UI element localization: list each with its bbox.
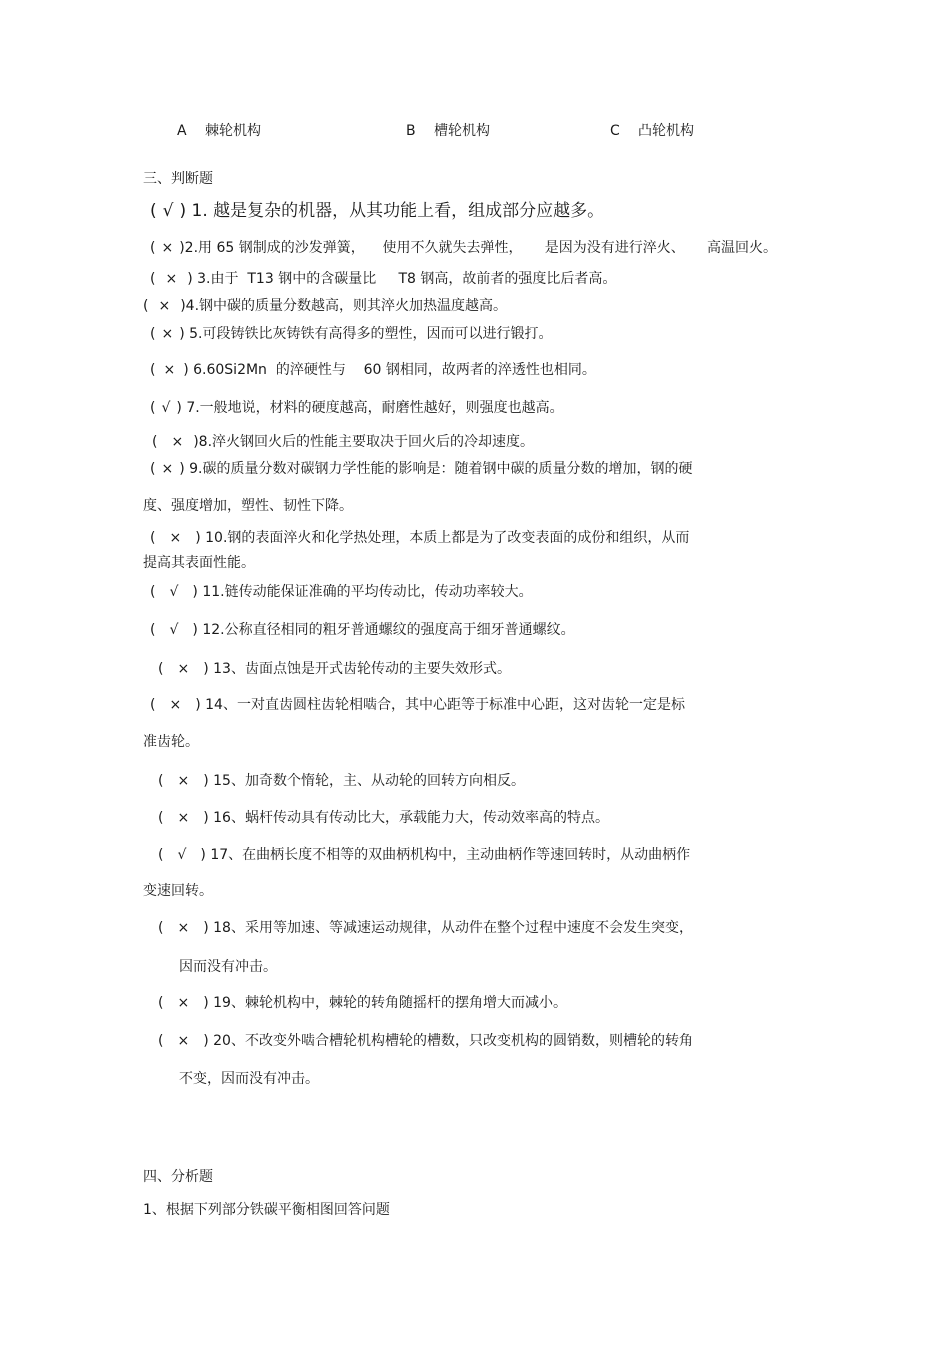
list-item: ( × ) 3.由于 T13 钢中的含碳量比 T8 钢高，故前者的强度比后者高。	[150, 271, 617, 287]
item-text: 20、不改变外啮合槽轮机构槽轮的槽数，只改变机构的圆销数，则槽轮的转角	[213, 1033, 693, 1049]
item-text: 11.链传动能保证准确的平均传动比，传动功率较大。	[202, 584, 533, 600]
list-item: ( √ ) 7.一般地说，材料的硬度越高，耐磨性越好，则强度也越高。	[150, 400, 564, 416]
option-a-text: 棘轮机构	[205, 123, 261, 139]
answer-mark: ×	[161, 240, 174, 256]
list-item: ( × ) 16、蜗杆传动具有传动比大，承载能力大，传动效率高的特点。	[158, 810, 609, 826]
answer-mark: √	[177, 847, 187, 863]
item-text: 4.钢中碳的质量分数越高，则其淬火加热温度越高。	[185, 298, 508, 314]
answer-mark: ×	[177, 1033, 190, 1049]
item-text: 16、蜗杆传动具有传动比大，承载能力大，传动效率高的特点。	[213, 810, 609, 826]
answer-mark: ×	[169, 697, 182, 713]
item-text: 14、一对直齿圆柱齿轮相啮合，其中心距等于标准中心距，这对齿轮一定是标	[205, 697, 685, 713]
question-1: 1、根据下列部分铁碳平衡相图回答问题	[143, 1202, 390, 1218]
list-item: ( √ ) 17、在曲柄长度不相等的双曲柄机构中，主动曲柄作等速回转时，从动曲柄作	[158, 847, 691, 863]
item-text: 17、在曲柄长度不相等的双曲柄机构中，主动曲柄作等速回转时，从动曲柄作	[210, 847, 691, 863]
option-c-text: 凸轮机构	[638, 123, 694, 139]
item-text: 19、棘轮机构中，棘轮的转角随摇杆的摆角增大而减小。	[213, 995, 567, 1011]
section-title-analysis: 四、分析题	[143, 1169, 213, 1185]
item-text: 13、齿面点蚀是开式齿轮传动的主要失效形式。	[213, 661, 511, 677]
list-item: ( × ) 13、齿面点蚀是开式齿轮传动的主要失效形式。	[158, 661, 511, 677]
answer-mark: √	[161, 400, 171, 416]
option-b-text: 槽轮机构	[434, 123, 490, 139]
answer-mark: ×	[158, 298, 171, 314]
list-item: ( × )4.钢中碳的质量分数越高，则其淬火加热温度越高。	[143, 298, 508, 314]
answer-mark: ×	[163, 362, 176, 378]
item-text: 10.钢的表面淬火和化学热处理，本质上都是为了改变表面的成份和组织，从而	[205, 530, 690, 546]
list-item: ( √ ) 11.链传动能保证准确的平均传动比，传动功率较大。	[150, 584, 533, 600]
list-item: ( × ) 18、采用等加速、等减速运动规律，从动件在整个过程中速度不会发生突变，	[158, 920, 693, 936]
answer-mark: √	[162, 201, 174, 221]
item-continuation: 准齿轮。	[143, 734, 199, 750]
item-text: 5.可段铸铁比灰铸铁有高得多的塑性，因而可以进行锻打。	[189, 326, 553, 342]
item-text: 15、加奇数个惰轮，主、从动轮的回转方向相反。	[213, 773, 525, 789]
option-c-letter: C	[610, 123, 620, 139]
list-item: ( √ ) 12.公称直径相同的粗牙普通螺纹的强度高于细牙普通螺纹。	[150, 622, 575, 638]
item-text: 1. 越是复杂的机器，从其功能上看，组成部分应越多。	[191, 201, 605, 221]
answer-mark: ×	[177, 920, 190, 936]
answer-mark: ×	[161, 461, 174, 477]
item-text: 12.公称直径相同的粗牙普通螺纹的强度高于细牙普通螺纹。	[202, 622, 575, 638]
item-text: )8.淬火钢回火后的性能主要取决于回火后的冷却速度。	[193, 434, 535, 450]
item-text: 6.60Si2Mn 的淬硬性与 60 钢相同，故两者的淬透性也相同。	[193, 362, 596, 378]
answer-mark: ×	[171, 434, 184, 450]
item-continuation: 度、强度增加，塑性、韧性下降。	[143, 498, 353, 514]
list-item: ( × ) 15、加奇数个惰轮，主、从动轮的回转方向相反。	[158, 773, 525, 789]
list-item: ( × ) 19、棘轮机构中，棘轮的转角随摇杆的摆角增大而减小。	[158, 995, 567, 1011]
item-text: 2.用 65 钢制成的沙发弹簧， 使用不久就失去弹性， 是因为没有进行淬火、 高温回火。	[184, 240, 778, 256]
answer-mark: √	[169, 584, 179, 600]
list-item: ( × )2.用 65 钢制成的沙发弹簧， 使用不久就失去弹性， 是因为没有进行淬火、 高温回火。	[150, 240, 778, 256]
list-item: ( × ) 6.60Si2Mn 的淬硬性与 60 钢相同，故两者的淬透性也相同。	[150, 362, 596, 378]
list-item: ( √ ) 1. 越是复杂的机器，从其功能上看，组成部分应越多。	[150, 201, 605, 221]
item-text: 18、采用等加速、等减速运动规律，从动件在整个过程中速度不会发生突变，	[213, 920, 693, 936]
answer-mark: √	[169, 622, 179, 638]
answer-mark: ×	[161, 326, 174, 342]
item-text: 3.由于 T13 钢中的含碳量比 T8 钢高，故前者的强度比后者高。	[197, 271, 617, 287]
list-item: ( × ) 14、一对直齿圆柱齿轮相啮合，其中心距等于标准中心距，这对齿轮一定是标	[150, 697, 685, 713]
answer-mark: ×	[177, 995, 190, 1011]
list-item: ( × ) 9.碳的质量分数对碳钢力学性能的影响是：随着钢中碳的质量分数的增加，钢的硬	[150, 461, 693, 477]
list-item: ( × ) 20、不改变外啮合槽轮机构槽轮的槽数，只改变机构的圆销数，则槽轮的转角	[158, 1033, 693, 1049]
answer-mark: ×	[169, 530, 182, 546]
list-item: ( × ) 5.可段铸铁比灰铸铁有高得多的塑性，因而可以进行锻打。	[150, 326, 553, 342]
item-continuation: 因而没有冲击。	[179, 959, 277, 975]
item-continuation: 不变，因而没有冲击。	[179, 1071, 319, 1087]
item-continuation: 提高其表面性能。	[143, 555, 255, 571]
answer-mark: ×	[165, 271, 178, 287]
section-title-judgment: 三、判断题	[143, 171, 213, 187]
list-item: ( × ) 10.钢的表面淬火和化学热处理，本质上都是为了改变表面的成份和组织，从而	[150, 530, 690, 546]
answer-mark: ×	[177, 773, 190, 789]
option-a-letter: A	[177, 123, 187, 139]
option-b-letter: B	[406, 123, 416, 139]
item-text: 7.一般地说，材料的硬度越高，耐磨性越好，则强度也越高。	[186, 400, 564, 416]
list-item: ( × )8.淬火钢回火后的性能主要取决于回火后的冷却速度。	[152, 434, 535, 450]
answer-mark: ×	[177, 810, 190, 826]
item-continuation: 变速回转。	[143, 883, 213, 899]
item-text: 9.碳的质量分数对碳钢力学性能的影响是：随着钢中碳的质量分数的增加，钢的硬	[189, 461, 693, 477]
answer-mark: ×	[177, 661, 190, 677]
